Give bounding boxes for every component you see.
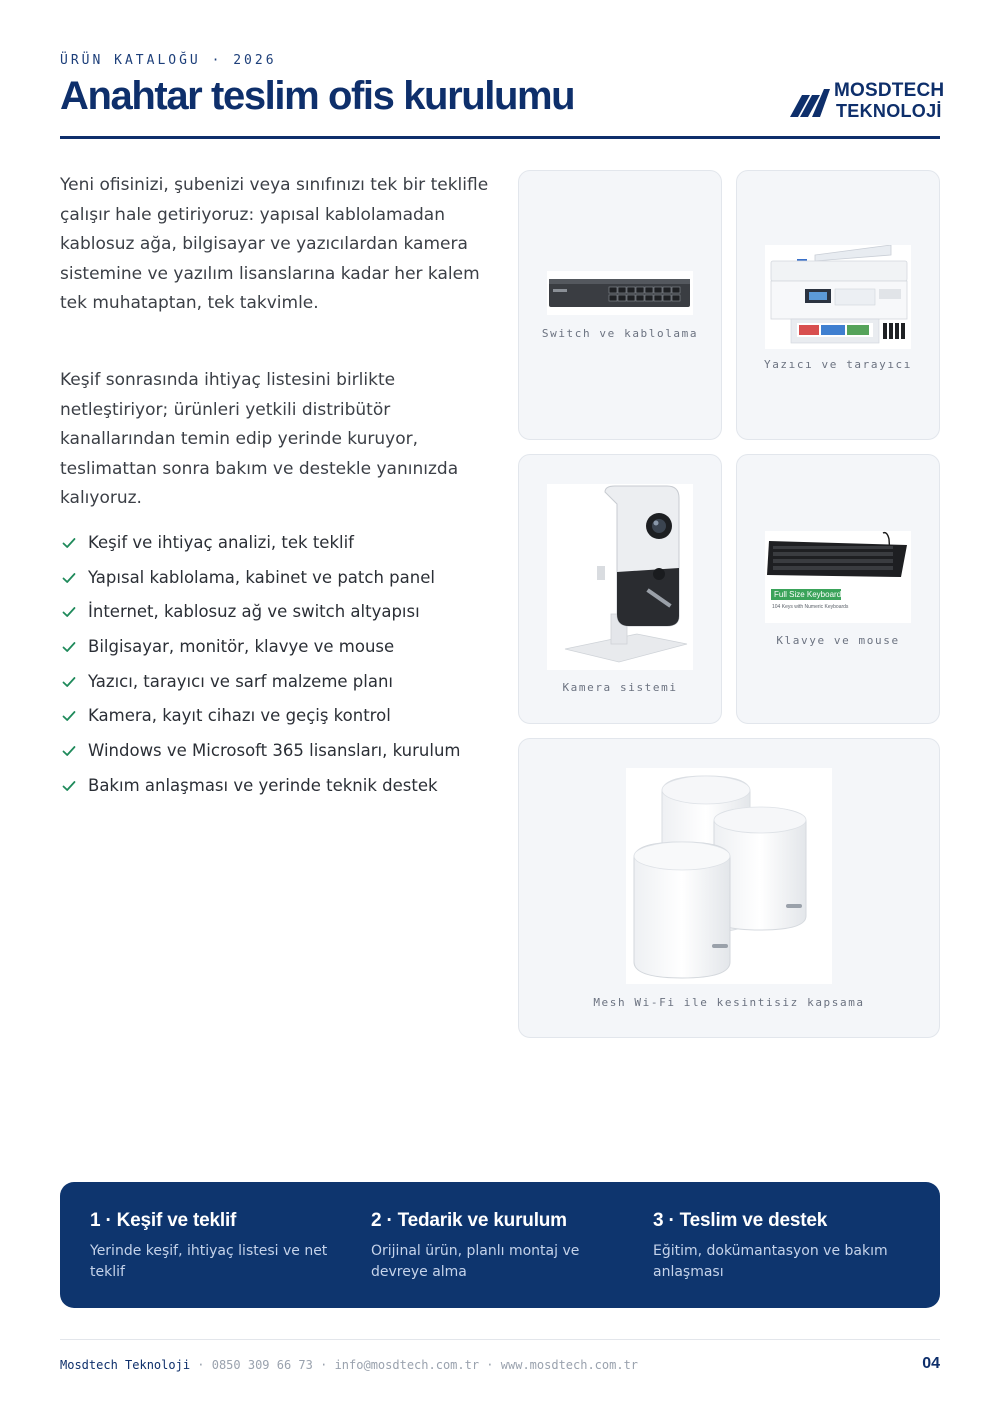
list-item-label: Keşif ve ihtiyaç analizi, tek teklif [88, 533, 354, 552]
list-item-label: Yazıcı, tarayıcı ve sarf malzeme planı [88, 671, 394, 691]
keyboard-label: Full Size Keyboard [774, 590, 842, 599]
product-card-mesh-wifi [518, 738, 940, 1038]
list-item-label: Kamera, kayıt cihazı ve geçiş kontrol [88, 706, 391, 726]
company-logo [790, 80, 945, 122]
footer-separator: · [479, 1358, 501, 1372]
step-description: Orijinal ürün, planlı montaj ve devreye alma [371, 1243, 580, 1280]
check-icon [62, 536, 76, 550]
list-item-label: Windows ve Microsoft 365 lisansları, kurulum [88, 741, 461, 761]
page-number: 04 [922, 1355, 940, 1372]
printer-image [765, 245, 911, 349]
network-switch-image [547, 271, 693, 315]
check-icon [62, 605, 76, 619]
service-checklist [60, 530, 500, 808]
check-icon [62, 675, 76, 689]
check-icon [62, 571, 76, 585]
process-step [90, 1210, 340, 1283]
check-icon [62, 640, 76, 654]
product-card-printer [736, 170, 940, 440]
product-card-switch [518, 170, 722, 440]
list-item [60, 530, 500, 565]
footer-company: Mosdtech Teknoloji [60, 1358, 191, 1372]
page-title: Anahtar teslim ofis kurulumu [60, 74, 575, 118]
list-item-label: Yapısal kablolama, kabinet ve patch panel [88, 567, 435, 587]
list-item [60, 703, 500, 738]
camera-image [547, 484, 693, 670]
list-item [60, 773, 500, 808]
list-item [60, 669, 500, 704]
check-icon [62, 779, 76, 793]
logo-line-1: MOSDTECH [834, 80, 945, 101]
check-icon [62, 709, 76, 723]
product-caption: Kamera sistemi [562, 681, 678, 694]
step-title: 1 · Keşif ve teklif [90, 1210, 237, 1231]
list-item-label: Bakım anlaşması ve yerinde teknik destek [88, 775, 438, 795]
step-description: Eğitim, dokümantasyon ve bakım anlaşması [653, 1243, 888, 1280]
catalog-eyebrow: ÜRÜN KATALOĞU · 2026 [60, 53, 277, 68]
list-item [60, 565, 500, 600]
keyboard-image [765, 531, 911, 623]
footer-website[interactable]: www.mosdtech.com.tr [500, 1358, 639, 1372]
intro-paragraph-2: Keşif sonrasında ihtiyaç listesini birlikte netleştiriyor; ürünleri yetkili distribütör kanallarından temin edip yerinde kuruyor, teslimattan sonra bakım ve destekle yanınızda kalıyoruz. [60, 370, 459, 509]
footer-divider [60, 1339, 940, 1340]
process-steps-panel [60, 1182, 940, 1308]
footer-email[interactable]: info@mosdtech.com.tr [334, 1358, 480, 1372]
list-item-label: Bilgisayar, monitör, klavye ve mouse [88, 637, 395, 657]
check-icon [62, 744, 76, 758]
step-title: 3 · Teslim ve destek [653, 1210, 828, 1231]
product-card-keyboard [736, 454, 940, 724]
footer-contact [60, 1358, 638, 1372]
list-item [60, 738, 500, 773]
product-caption: Yazıcı ve tarayıcı [763, 358, 912, 371]
mesh-wifi-image [626, 768, 832, 984]
logo-line-2: TEKNOLOJİ [836, 101, 942, 121]
product-caption: Switch ve kablolama [541, 327, 699, 340]
process-step [371, 1210, 621, 1283]
list-item [60, 599, 500, 634]
step-title: 2 · Tedarik ve kurulum [371, 1210, 567, 1231]
process-step [653, 1210, 903, 1283]
list-item-label: İnternet, kablosuz ağ ve switch altyapısı [88, 602, 420, 622]
logo-mark-icon [790, 85, 830, 117]
product-card-camera [518, 454, 722, 724]
footer-phone[interactable]: 0850 309 66 73 [211, 1358, 313, 1372]
keyboard-sublabel: 104 Keys with Numeric Keyboards [772, 604, 849, 610]
list-item [60, 634, 500, 669]
intro-paragraph-1: Yeni ofisinizi, şubenizi veya sınıfınızı tek bir teklifle çalışır hale getiriyoruz: yapısal kablolamadan kablosuz ağa, bilgisayar ve yazıcılardan kamera sistemine ve yazılım lisanslarına kadar her kalem tek muhataptan, tek takvimle. [60, 175, 489, 314]
product-caption: Mesh Wi-Fi ile kesintisiz kapsama [593, 996, 865, 1009]
product-caption: Klavye ve mouse [776, 634, 900, 647]
step-description: Yerinde keşif, ihtiyaç listesi ve net teklif [90, 1243, 328, 1280]
footer-separator: · [312, 1358, 335, 1372]
header-divider [60, 136, 940, 139]
footer-separator: · [190, 1358, 212, 1372]
